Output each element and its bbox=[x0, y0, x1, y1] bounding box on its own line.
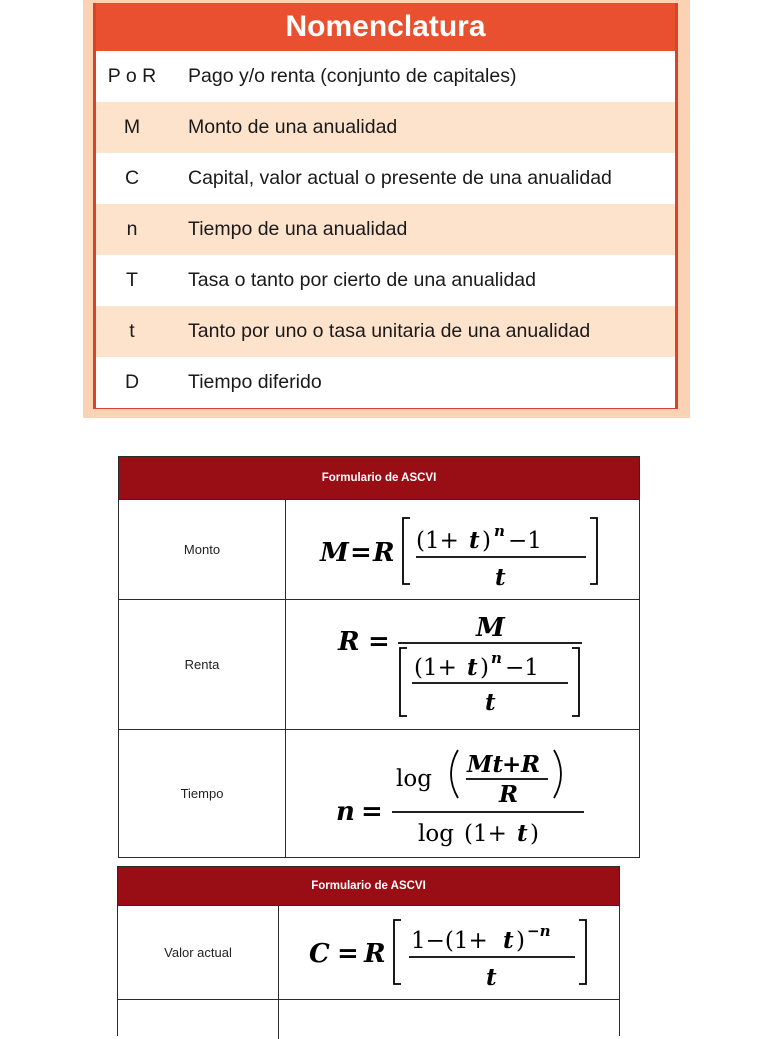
svg-text:): ) bbox=[482, 528, 491, 554]
formulario-title: Formulario de ASCVI bbox=[119, 457, 639, 499]
svg-text:t: t bbox=[486, 964, 497, 991]
formula-row-empty bbox=[118, 999, 619, 1039]
formula-cell bbox=[286, 600, 639, 729]
svg-text:R: R bbox=[521, 751, 541, 778]
nomenclatura-row bbox=[96, 357, 675, 408]
svg-text:(1+: (1+ bbox=[414, 655, 457, 681]
svg-text:log: log bbox=[418, 821, 454, 847]
svg-text:−n: −n bbox=[527, 922, 551, 940]
svg-text:t: t bbox=[469, 527, 480, 554]
svg-text:−1: −1 bbox=[505, 655, 539, 681]
formula-label bbox=[118, 1000, 279, 1039]
svg-text:C: C bbox=[309, 939, 330, 969]
row-symbol: t bbox=[129, 320, 135, 342]
svg-text:+: + bbox=[502, 751, 522, 778]
svg-text:=: = bbox=[368, 627, 390, 657]
formula-cell bbox=[286, 730, 639, 857]
formulario-table bbox=[118, 456, 640, 858]
svg-text:=: = bbox=[361, 797, 383, 827]
svg-text:(1+: (1+ bbox=[416, 528, 459, 554]
svg-text:(1+: (1+ bbox=[464, 821, 507, 847]
svg-text:Mt: Mt bbox=[467, 751, 504, 778]
svg-text:log: log bbox=[396, 766, 432, 792]
row-symbol: n bbox=[126, 218, 138, 240]
svg-text:n: n bbox=[494, 522, 505, 540]
svg-text:n: n bbox=[491, 649, 502, 667]
formula-label: Valor actual bbox=[118, 906, 279, 999]
formula-row-monto bbox=[119, 499, 639, 599]
svg-text:R: R bbox=[373, 538, 395, 568]
nomenclatura-row bbox=[96, 51, 675, 102]
svg-text:t: t bbox=[503, 927, 514, 954]
nomenclatura-panel bbox=[83, 0, 690, 418]
nomenclatura-row bbox=[96, 306, 675, 357]
svg-text:R: R bbox=[338, 627, 360, 657]
svg-text:1−(1+: 1−(1+ bbox=[411, 928, 488, 954]
nomenclatura-row bbox=[96, 153, 675, 204]
svg-text:t: t bbox=[517, 820, 528, 847]
monto-formula bbox=[286, 500, 639, 600]
valor-actual-formula bbox=[279, 906, 619, 1000]
svg-text:M: M bbox=[476, 613, 505, 643]
svg-text:=: = bbox=[337, 939, 359, 969]
svg-text:=: = bbox=[350, 538, 372, 568]
row-description: Tiempo diferido bbox=[188, 371, 322, 393]
formula-row-renta bbox=[119, 599, 639, 729]
formula-cell bbox=[279, 906, 619, 999]
row-symbol: T bbox=[126, 269, 138, 291]
nomenclatura-row bbox=[96, 204, 675, 255]
formula-row-valor-actual bbox=[118, 905, 619, 999]
nomenclatura-row bbox=[96, 102, 675, 153]
svg-text:t: t bbox=[495, 564, 506, 591]
nomenclatura-row bbox=[96, 255, 675, 306]
svg-text:−1: −1 bbox=[508, 528, 542, 554]
svg-text:): ) bbox=[530, 821, 539, 847]
formula-label: Tiempo bbox=[119, 730, 286, 857]
formula-label: Monto bbox=[119, 500, 286, 599]
row-symbol: M bbox=[123, 116, 141, 138]
nomenclatura-table bbox=[93, 3, 678, 409]
svg-text:t: t bbox=[485, 689, 496, 716]
svg-text:): ) bbox=[480, 655, 489, 681]
row-description: Capital, valor actual o presente de una anualidad bbox=[188, 167, 612, 189]
formulario-table bbox=[117, 866, 620, 1036]
row-symbol: C bbox=[124, 167, 140, 189]
svg-text:n: n bbox=[336, 797, 355, 827]
svg-text:): ) bbox=[516, 928, 525, 954]
row-symbol: D bbox=[124, 371, 140, 393]
svg-text:R: R bbox=[364, 939, 386, 969]
row-description: Tiempo de una anualidad bbox=[188, 218, 408, 240]
row-description: Monto de una anualidad bbox=[188, 116, 398, 138]
formula-label: Renta bbox=[119, 600, 286, 729]
row-description: Tanto por uno o tasa unitaria de una anualidad bbox=[188, 320, 591, 342]
renta-formula bbox=[286, 600, 639, 730]
formula-row-tiempo bbox=[119, 729, 639, 857]
svg-text:M: M bbox=[320, 538, 349, 568]
formula-cell bbox=[286, 500, 639, 599]
tiempo-formula bbox=[286, 730, 639, 858]
row-description: Tasa o tanto por cierto de una anualidad bbox=[188, 269, 537, 291]
svg-text:R: R bbox=[499, 781, 519, 808]
formulario-title: Formulario de ASCVI bbox=[118, 867, 619, 905]
nomenclatura-title: Nomenclatura bbox=[96, 3, 675, 51]
row-symbol: P o R bbox=[107, 65, 157, 87]
svg-text:t: t bbox=[467, 654, 478, 681]
row-description: Pago y/o renta (conjunto de capitales) bbox=[188, 65, 517, 87]
